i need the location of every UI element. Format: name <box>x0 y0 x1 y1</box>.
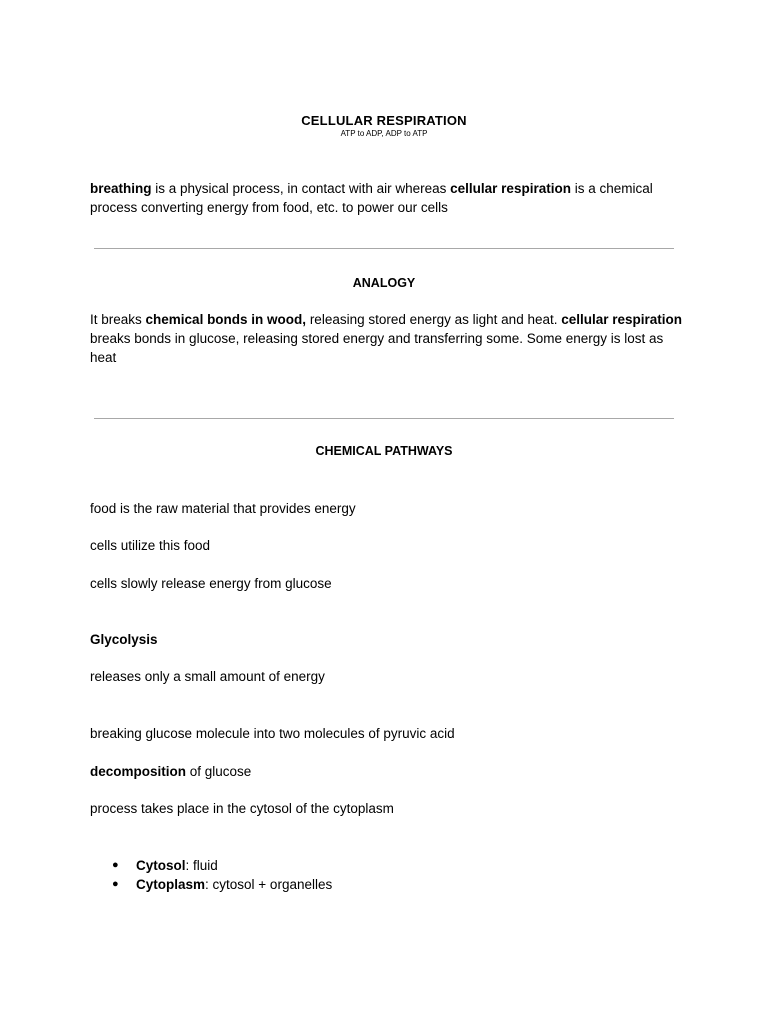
glycolysis-line-1: releases only a small amount of energy <box>90 669 325 684</box>
divider-2 <box>94 418 674 419</box>
divider-1 <box>94 248 674 249</box>
term-breathing: breathing <box>90 181 152 196</box>
definition-cytoplasm: : cytosol + organelles <box>205 877 333 892</box>
definition-cytosol: : fluid <box>185 858 218 873</box>
document-title: CELLULAR RESPIRATION <box>301 113 467 128</box>
pathways-line-1: food is the raw material that provides energy <box>90 501 356 516</box>
glycolysis-line-2: breaking glucose molecule into two molecules of pyruvic acid <box>90 726 455 741</box>
document-subtitle: ATP to ADP, ADP to ATP <box>340 129 428 138</box>
bullet-icon: ● <box>112 859 119 871</box>
section-heading-analogy: ANALOGY <box>352 276 416 290</box>
analogy-paragraph <box>90 310 690 367</box>
intro-paragraph <box>90 179 690 217</box>
definition-list <box>112 856 612 894</box>
section-heading-chemical-pathways: CHEMICAL PATHWAYS <box>315 444 453 458</box>
term-chemical-bonds: chemical bonds in wood, <box>145 312 307 327</box>
glycolysis-heading: Glycolysis <box>90 632 158 647</box>
analogy-text-1: It breaks <box>90 312 146 327</box>
glycolysis-line-3: process takes place in the cytosol of the cytoplasm <box>90 801 394 816</box>
list-item <box>112 856 612 875</box>
analogy-text-2: releasing stored energy as light and heat. <box>306 312 562 327</box>
term-cytosol: Cytosol <box>136 858 186 873</box>
pathways-line-3: cells slowly release energy from glucose <box>90 576 332 591</box>
analogy-text-3: breaks bonds in glucose, releasing stored energy and transferring some. Some energy is lost as heat <box>90 331 664 365</box>
bullet-icon: ● <box>112 878 119 890</box>
pathways-line-2: cells utilize this food <box>90 538 211 553</box>
list-item <box>112 875 612 894</box>
term-cytoplasm: Cytoplasm <box>136 877 206 892</box>
term-cellular-respiration-2: cellular respiration <box>561 312 683 327</box>
decomposition-line <box>90 762 690 781</box>
term-decomposition: decomposition <box>90 764 187 779</box>
decomposition-rest: of glucose <box>186 764 252 779</box>
intro-text-1: is a physical process, in contact with air whereas <box>151 181 451 196</box>
intro-text-2: is a chemical process converting energy from food, etc. to power our cells <box>90 181 653 215</box>
term-cellular-respiration: cellular respiration <box>450 181 571 196</box>
